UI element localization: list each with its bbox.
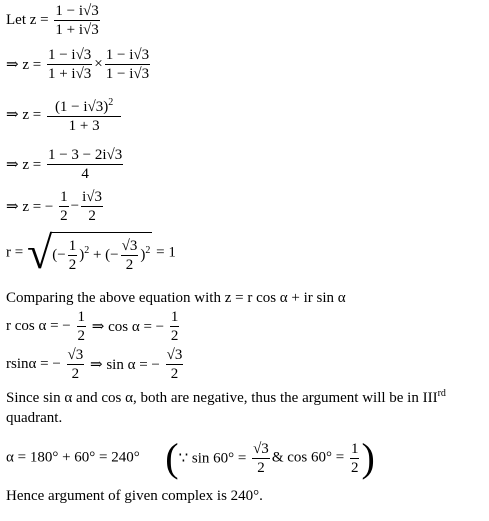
fraction [350,440,360,477]
text: rsinα = − [6,356,61,372]
radical-sign: √ [26,227,53,278]
text: Since sin α and cos α, both are negative, thus the argument will be in III [6,390,438,406]
numerator: 1 − i√3 [105,47,150,63]
denominator: 2 [77,328,86,344]
denominator: 1 − i√3 [105,66,150,82]
paren-open: ( [165,435,179,480]
line-z-result [6,188,105,225]
times-sign: × [94,56,103,72]
denominator: 4 [81,166,89,182]
numerator: 1 [77,309,86,325]
denominator: 2 [68,257,77,273]
numerator: 1 − i√3 [55,3,99,19]
line-quadrant [6,410,62,427]
fraction [170,308,180,345]
text: ⇒ cos α = − [91,319,165,335]
denominator: 2 [257,459,265,476]
denominator: 1 + i√3 [47,66,92,82]
paren-close: ) [361,435,375,480]
text: ⇒ z = − [6,199,54,215]
numerator [47,94,121,117]
denominator: 2 [350,459,359,476]
fraction [67,346,85,383]
numerator: 1 [68,238,77,254]
numerator: i√3 [82,189,103,205]
text: Comparing the above equation with z = r cos α + ir sin α [6,290,346,306]
numerator: 1 [170,309,179,325]
fraction [105,46,150,83]
text: Let z = [6,12,49,28]
text: r = [6,244,24,261]
denominator: 1 + i√3 [55,22,99,38]
superscript: rd [437,388,446,399]
text: & cos 60° = [271,449,345,466]
line-let-z [6,2,102,39]
paren-close: ) [79,247,85,263]
text: Hence argument of given complex is 240°. [6,488,263,504]
line-squared [6,94,123,135]
text: α = 180° + 60° = 240° [6,449,140,466]
radicand [50,232,152,274]
denominator: 2 [71,366,80,382]
fraction [47,46,92,83]
text: r cos α = − [6,318,71,334]
text: ∵ sin 60° = [178,450,247,467]
fraction [166,346,184,383]
fraction [77,308,87,345]
result: = 1 [156,244,176,261]
denominator: 2 [170,328,179,344]
text: ⇒ z = [6,157,42,173]
fraction [59,188,69,225]
text: ⇒ sin α = − [90,357,160,373]
numerator: 1 [60,189,68,205]
line-multiply-conjugate [6,46,152,83]
text: quadrant. [6,410,63,426]
base: (1 − i√3) [54,99,109,115]
line-since [6,388,446,407]
fraction [54,2,99,39]
text: ⇒ z = [6,107,42,123]
denominator: 2 [170,366,179,382]
numerator: √3 [253,440,269,457]
line-simplified [6,146,125,183]
line-conclusion [6,488,263,505]
numerator: √3 [121,238,138,254]
denominator: 2 [88,208,96,224]
minus-sign: − [70,198,80,214]
exponent: 2 [84,244,90,256]
exponent: 2 [145,244,151,256]
exponent: 2 [108,97,114,108]
numerator: 1 − 3 − 2i√3 [47,147,123,163]
fraction [252,440,270,477]
denominator: 2 [125,257,134,273]
line-sin-alpha [6,346,185,383]
line-alpha-value [6,435,375,480]
fraction [81,188,103,225]
fraction [121,237,139,274]
fraction [47,146,123,183]
paren-close: ) [140,247,146,263]
fraction [68,237,78,274]
plus-sign: + [92,247,102,263]
numerator: 1 − i√3 [47,47,92,63]
line-comparing [6,290,346,307]
numerator: √3 [67,347,84,363]
denominator: 2 [60,208,68,224]
text: ⇒ z = [6,57,42,73]
line-cos-alpha [6,308,181,345]
line-modulus [6,227,176,278]
denominator: 1 + 3 [68,118,100,134]
numerator: √3 [166,347,183,363]
paren-open: (− [105,247,119,263]
numerator: 1 [350,440,359,457]
fraction [47,94,121,135]
paren-open: (− [52,247,66,263]
